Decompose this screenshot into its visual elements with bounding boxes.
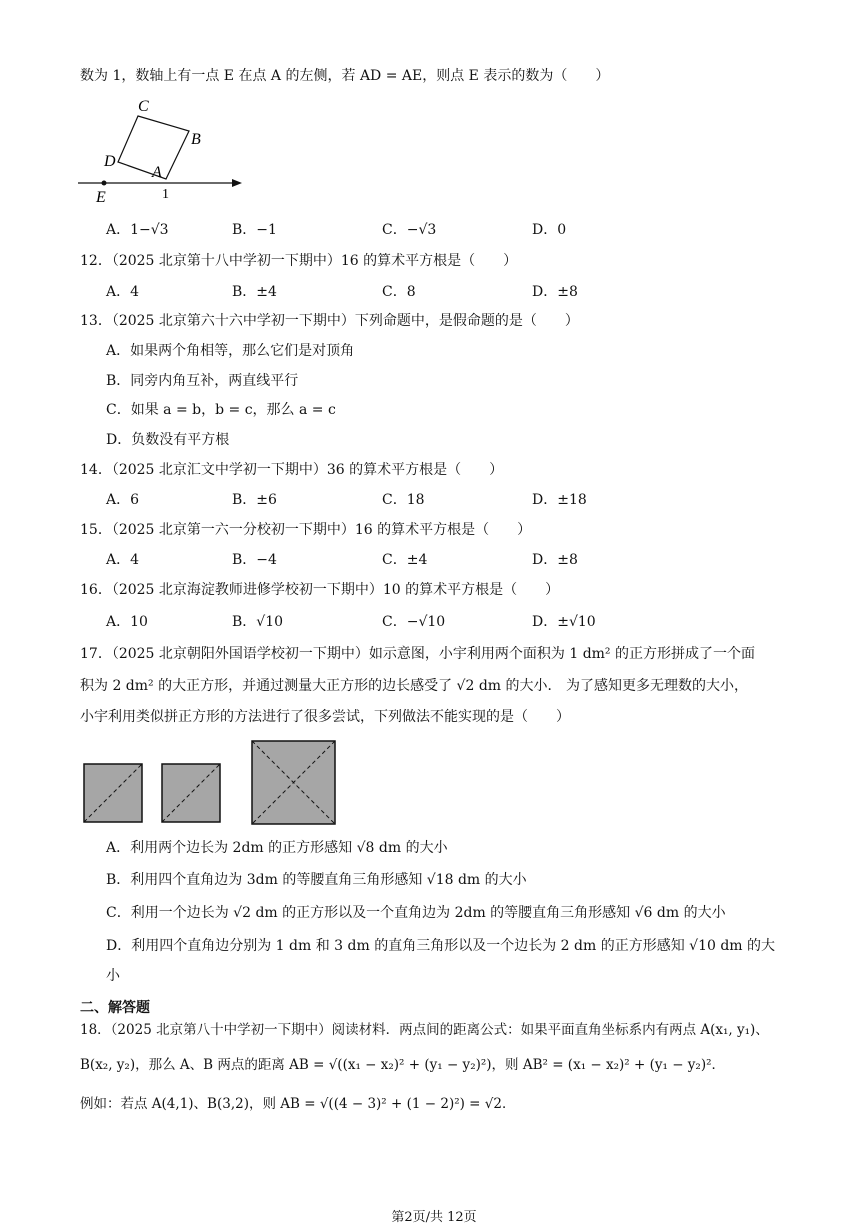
q15-option-c: C．±4 — [382, 552, 428, 568]
q16-option-a: A．10 — [106, 614, 148, 630]
label-b: B — [191, 131, 201, 148]
q11-figure — [74, 96, 254, 206]
q17-option-d-line1: D．利用四个直角边分别为 1 dm 和 3 dm 的直角三角形以及一个边长为 2 dm 的正方形感知 √10 dm 的大 — [106, 938, 776, 954]
q13-option-d: D．负数没有平方根 — [106, 432, 230, 448]
q14-option-a: A．6 — [106, 492, 140, 508]
label-1: 1 — [162, 187, 169, 202]
q18-line2: B(x₂, y₂)，那么 A、B 两点的距离 AB = √((x₁ − x₂)² + (y₁ − y₂)²)，则 AB² = (x₁ − x₂)² + (y₁ − y₂)²． — [80, 1057, 726, 1073]
q18-line3: 例如：若点 A(4,1)、B(3,2)，则 AB = √((4 − 3)² + (1 − 2)²) = √2． — [80, 1096, 516, 1112]
q17-option-a: A．利用两个边长为 2dm 的正方形感知 √8 dm 的大小 — [106, 840, 448, 856]
section-heading: 二、解答题 — [80, 1000, 150, 1016]
q17-figure — [82, 738, 342, 828]
q16-option-b: B．√10 — [232, 614, 284, 630]
point-e — [102, 181, 107, 186]
q11-option-a: A．1−√3 — [106, 222, 169, 238]
q13-option-a: A．如果两个角相等，那么它们是对顶角 — [106, 343, 355, 359]
q18-line1: 18．（2025 北京第八十中学初一下期中）阅读材料．两点间的距离公式：如果平面直角坐标系内有两点 A(x₁, y₁)、 — [80, 1022, 769, 1038]
q16-option-d: D．±√10 — [532, 614, 596, 630]
q12-option-d: D．±8 — [532, 284, 578, 300]
q14-option-c: C．18 — [382, 492, 425, 508]
q11-option-c: C．−√3 — [382, 222, 437, 238]
q17-option-b: B．利用四个直角边为 3dm 的等腰直角三角形感知 √18 dm 的大小 — [106, 872, 527, 888]
q12-option-b: B．±4 — [232, 284, 277, 300]
q14-stem: 14．（2025 北京汇文中学初一下期中）36 的算术平方根是（ ） — [80, 462, 504, 478]
q13-option-b: B．同旁内角互补，两直线平行 — [106, 373, 299, 389]
page-footer: 第2页/共 12页 — [391, 1210, 477, 1225]
axis-arrow — [232, 179, 242, 187]
q15-option-a: A．4 — [106, 552, 140, 568]
label-a: A — [152, 164, 162, 181]
q17-stem-line1: 17．（2025 北京朝阳外国语学校初一下期中）如示意图，小宇利用两个面积为 1 dm² 的正方形拼成了一个面 — [80, 646, 755, 662]
q17-option-c: C．利用一个边长为 √2 dm 的正方形以及一个直角边为 2dm 的等腰直角三角形感知 √6 dm 的大小 — [106, 905, 726, 921]
q16-stem: 16．（2025 北京海淀教师进修学校初一下期中）10 的算术平方根是（ ） — [80, 582, 560, 598]
small-square-2 — [162, 764, 220, 822]
label-d: D — [104, 153, 116, 170]
q12-option-c: C．8 — [382, 284, 416, 300]
q11-option-b: B．−1 — [232, 222, 277, 238]
q17-stem-line2: 积为 2 dm² 的大正方形，并通过测量大正方形的边长感受了 √2 dm 的大小． 为了感知更多无理数的大小， — [80, 678, 748, 694]
label-c: C — [138, 98, 149, 115]
q13-stem: 13．（2025 北京第六十六中学初一下期中）下列命题中，是假命题的是（ ） — [80, 313, 579, 329]
q12-option-a: A．4 — [106, 284, 140, 300]
q17-option-d-line2: 小 — [106, 968, 120, 984]
q14-option-b: B．±6 — [232, 492, 277, 508]
small-square-1 — [84, 764, 142, 822]
q15-option-d: D．±8 — [532, 552, 578, 568]
q12-stem: 12．（2025 北京第十八中学初一下期中）16 的算术平方根是（ ） — [80, 253, 518, 269]
q14-option-d: D．±18 — [532, 492, 587, 508]
q11-option-d: D．0 — [532, 222, 567, 238]
label-e: E — [96, 189, 106, 206]
q16-option-c: C．−√10 — [382, 614, 446, 630]
q11-stem-tail: 数为 1，数轴上有一点 E 在点 A 的左侧，若 AD = AE，则点 E 表示的数为（ ） — [80, 68, 610, 84]
q17-stem-line3: 小宇利用类似拼正方形的方法进行了很多尝试，下列做法不能实现的是（ ） — [80, 709, 570, 725]
q13-option-c: C．如果 a = b，b = c，那么 a = c — [106, 402, 336, 418]
q15-stem: 15．（2025 北京第一六一分校初一下期中）16 的算术平方根是（ ） — [80, 522, 532, 538]
q15-option-b: B．−4 — [232, 552, 277, 568]
